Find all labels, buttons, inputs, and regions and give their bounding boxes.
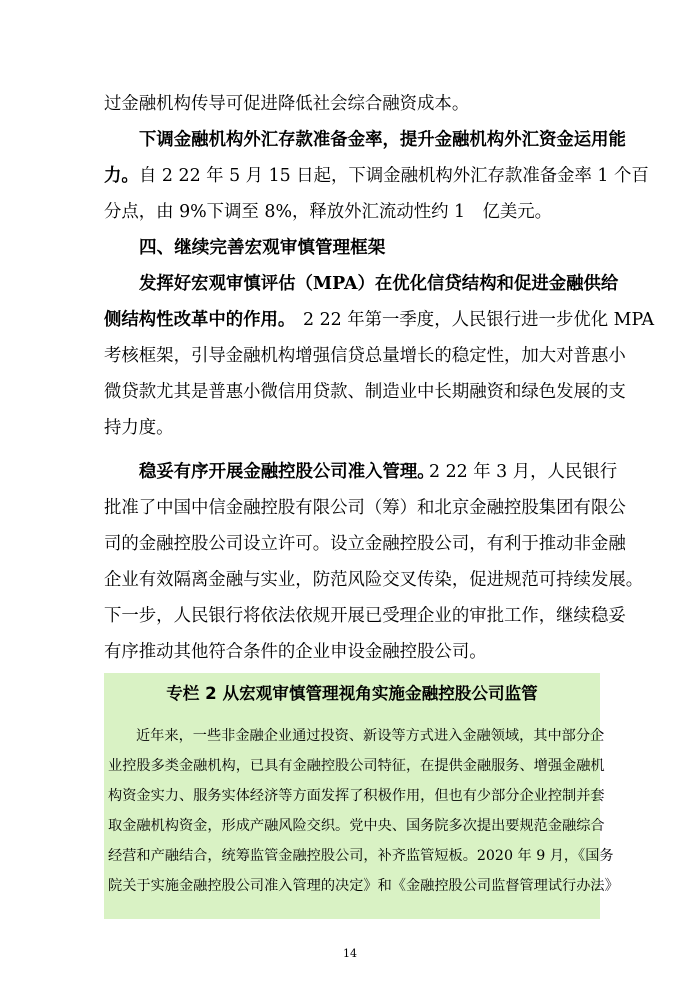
box-line: 业控股多类金融机构，已具有金融控股公司特征，在提供金融服务、增强金融机 — [108, 758, 605, 774]
sidebar-box — [104, 673, 619, 919]
box-line: 经营和产融结合，统筹监管金融控股公司，补齐监管短板。2020 年 9 月，《国务 — [108, 848, 614, 864]
body-line: 自 2 22 年 5 月 15 日起，下调金融机构外汇存款准备金率 1 个百 — [139, 166, 649, 186]
bold-lead-sentence: 下调金融机构外汇存款准备金率，提升金融机构外汇资金运用能 — [139, 130, 626, 150]
body-line: 2 22 年第一季度，人民银行进一步优化 MPA — [303, 310, 655, 330]
body-line: 微贷款尤其是普惠小微信用贷款、制造业中长期融资和绿色发展的支 — [104, 382, 626, 402]
box-line: 近年来，一些非金融企业通过投资、新设等方式进入金融领域，其中部分企 — [136, 728, 605, 744]
body-line: 2 22 年 3 月，人民银行 — [429, 462, 618, 482]
body-line: 有序推动其他符合条件的企业申设金融控股公司。 — [104, 642, 487, 662]
body-line: 考核框架，引导金融机构增强信贷总量增长的稳定性，加大对普惠小 — [104, 346, 626, 366]
body-line: 批准了中国中信金融控股有限公司（筹）和北京金融控股集团有限公 — [104, 498, 626, 518]
box-title: 专栏 2 从宏观审慎管理视角实施金融控股公司监管 — [166, 684, 538, 703]
body-line: 下一步，人民银行将依法依规开展已受理企业的审批工作，继续稳妥 — [104, 606, 626, 626]
body-line: 过金融机构传导可促进降低社会综合融资成本。 — [104, 94, 470, 114]
body-line: 分点，由 9%下调至 8%，释放外汇流动性约 1 亿美元。 — [104, 202, 553, 222]
bold-lead-sentence: 力。 — [104, 166, 139, 186]
box-line: 取金融机构资金，形成产融风险交织。党中央、国务院多次提出要规范金融综合 — [108, 818, 605, 834]
bold-lead-sentence: 发挥好宏观审慎评估（MPA）在优化信贷结构和促进金融供给 — [139, 274, 619, 294]
body-line: 持力度。 — [104, 418, 174, 438]
box-line: 院关于实施金融控股公司准入管理的决定》和《金融控股公司监督管理试行办法》 — [108, 878, 619, 894]
body-line: 司的金融控股公司设立许可。设立金融控股公司，有利于推动非金融 — [104, 534, 626, 554]
body-line: 企业有效隔离金融与实业，防范风险交叉传染，促进规范可持续发展。 — [104, 570, 644, 590]
page-number: 14 — [343, 947, 357, 960]
section-heading: 四、继续完善宏观审慎管理框架 — [139, 238, 386, 258]
bold-lead-sentence: 稳妥有序开展金融控股公司准入管理。 — [139, 462, 435, 482]
bold-lead-sentence: 侧结构性改革中的作用。 — [104, 310, 296, 330]
box-line: 构资金实力、服务实体经济等方面发挥了积极作用，但也有少部分企业控制并套 — [108, 788, 605, 804]
